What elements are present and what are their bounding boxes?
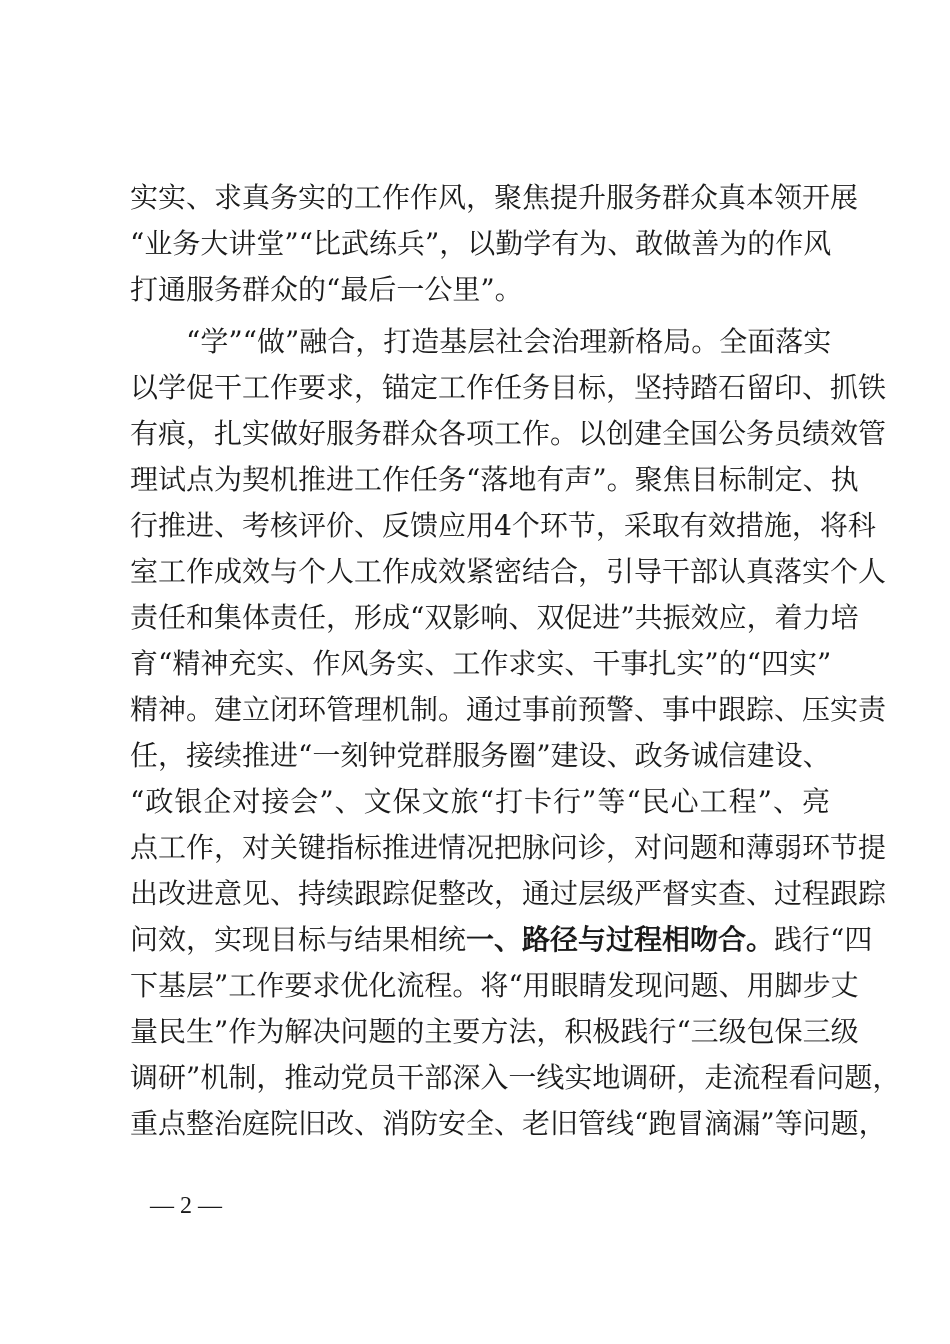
text-line: 量民生”作为解决问题的主要方法，积极践行“三级包保三级 — [130, 1015, 859, 1048]
text-line: 打通服务群众的“最后一公里”。 — [130, 273, 523, 306]
text-line: 以学促干工作要求，锚定工作任务目标，坚持踏石留印、抓铁 — [130, 371, 887, 404]
page-number: — 2 — — [150, 1193, 222, 1219]
text-segment: 问效，实现目标与结果相统 — [130, 923, 467, 956]
text-line: 有痕，扎实做好服务群众各项工作。以创建全国公务员绩效管 — [130, 417, 887, 450]
text-line: 任，接续推进“一刻钟党群服务圈”建设、政务诚信建设、 — [130, 739, 831, 772]
text-line: 理试点为契机推进工作任务“落地有声”。聚焦目标制定、执 — [130, 463, 859, 496]
text-line: “业务大讲堂”“比武练兵”，以勤学有为、敢做善为的作风 — [130, 227, 832, 260]
text-line: 实实、求真务实的工作作风，聚焦提升服务群众真本领开展 — [130, 181, 859, 214]
text-line: 行推进、考核评价、反馈应用4个环节，采取有效措施，将科 — [130, 509, 876, 542]
text-line: 室工作成效与个人工作成效紧密结合，引导干部认真落实个人 — [130, 555, 887, 588]
text-line: 下基层”工作要求优化流程。将“用眼睛发现问题、用脚步丈 — [130, 969, 859, 1002]
text-line: 调研”机制，推动党员干部深入一线实地调研，走流程看问题， — [130, 1061, 901, 1094]
paragraph-start-line: “学”“做”融合，打造基层社会治理新格局。全面落实 — [186, 325, 832, 358]
text-line-with-heading — [130, 918, 873, 962]
text-line: 育“精神充实、作风务实、工作求实、干事扎实”的“四实” — [130, 647, 832, 680]
text-line: 精神。建立闭环管理机制。通过事前预警、事中跟踪、压实责 — [130, 693, 887, 726]
text-line: 出改进意见、持续跟踪促整改，通过层级严督实查、过程跟踪 — [130, 877, 887, 910]
text-line: 责任和集体责任，形成“双影响、双促进”共振效应，着力培 — [130, 601, 859, 634]
text-line: “政银企对接会”、文保文旅“打卡行”等“民心工程”、亮 — [130, 785, 830, 818]
text-line: 重点整治庭院旧改、消防安全、老旧管线“跑冒滴漏”等问题， — [130, 1107, 887, 1140]
text-line: 点工作，对关键指标推进情况把脉问诊，对问题和薄弱环节提 — [130, 831, 887, 864]
inline-heading: 一、路径与过程相吻合。 — [466, 923, 775, 956]
text-segment: 践行“四 — [774, 923, 873, 956]
